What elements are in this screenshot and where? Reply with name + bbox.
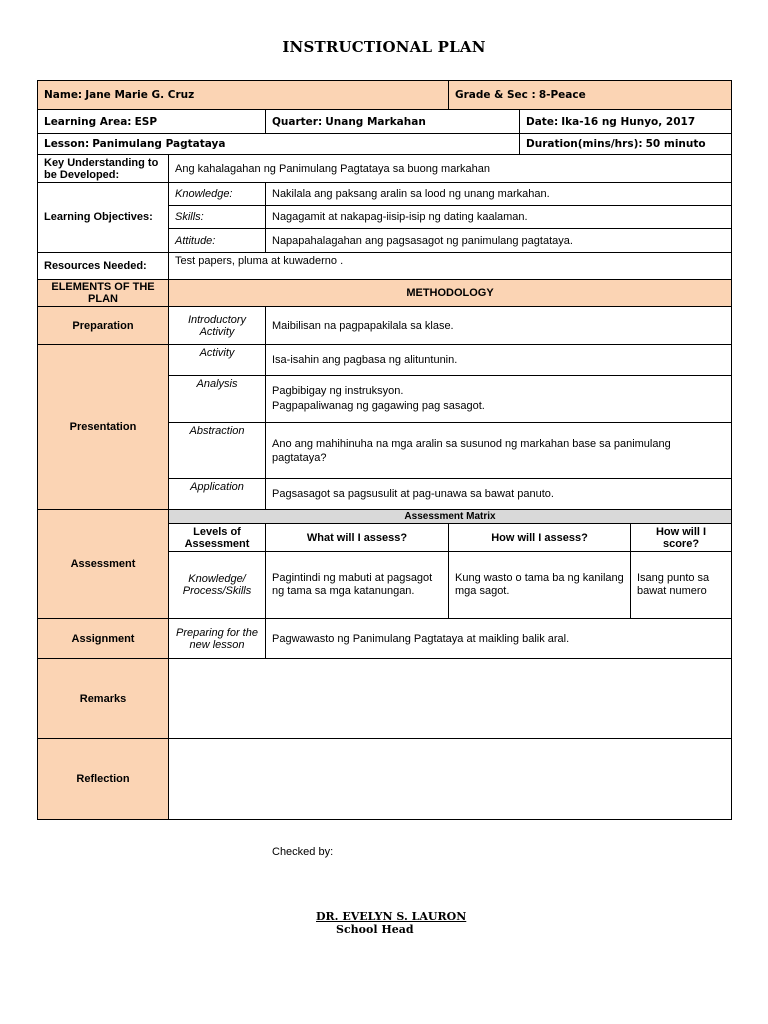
learning-area-value: ESP bbox=[134, 115, 158, 128]
quarter-value: Unang Markahan bbox=[325, 115, 426, 128]
assignment-sub: Preparing for the new lesson bbox=[169, 619, 266, 659]
learning-area-label: Learning Area: bbox=[44, 115, 132, 128]
name-cell bbox=[38, 81, 449, 110]
remarks-label: Remarks bbox=[38, 659, 169, 739]
document-title: INSTRUCTIONAL PLAN bbox=[282, 38, 486, 56]
date-label: Date: bbox=[526, 115, 559, 128]
presentation-sub-activity: Activity bbox=[169, 345, 266, 376]
remarks-row bbox=[38, 659, 732, 739]
col-what-will-i-assess: What will I assess? bbox=[266, 524, 449, 552]
key-understanding-value: Ang kahalagahan ng Panimulang Pagtataya sa buong markahan bbox=[169, 155, 732, 183]
learning-area-cell bbox=[38, 110, 266, 134]
quarter-label: Quarter: bbox=[272, 115, 323, 128]
presentation-sub-application: Application bbox=[169, 479, 266, 510]
elements-of-plan-header: ELEMENTS OF THE PLAN bbox=[38, 280, 169, 307]
col-how-will-i-score: How will I score? bbox=[631, 524, 732, 552]
preparation-row bbox=[38, 307, 732, 345]
objective-domain-skills: Skills: bbox=[169, 206, 266, 229]
assignment-label: Assignment bbox=[38, 619, 169, 659]
assignment-row bbox=[38, 619, 732, 659]
key-understanding-label: Key Understanding to be Developed: bbox=[38, 155, 169, 183]
presentation-text-application: Pagsasagot sa pagsusulit at pag-unawa sa bawat panuto. bbox=[266, 479, 732, 510]
objective-domain-attitude: Attitude: bbox=[169, 229, 266, 253]
date-value: Ika-16 ng Hunyo, 2017 bbox=[561, 115, 696, 128]
checked-by-label: Checked by: bbox=[272, 846, 334, 858]
resources-value: Test papers, pluma at kuwaderno . bbox=[169, 253, 732, 280]
objective-row-knowledge bbox=[38, 183, 732, 206]
col-how-will-i-assess: How will I assess? bbox=[449, 524, 631, 552]
reflection-row bbox=[38, 739, 732, 820]
methodology-header: METHODOLOGY bbox=[169, 280, 732, 307]
assessment-matrix-title-row bbox=[38, 510, 732, 524]
school-head-name: DR. EVELYN S. LAURON bbox=[316, 910, 467, 923]
analysis-line-2: Pagpapaliwanag ng gagawing pag sasagot. bbox=[272, 400, 485, 412]
presentation-text-abstraction: Ano ang mahihinuha na mga aralin sa susunod ng markahan base sa panimulang pagtataya? bbox=[266, 423, 732, 479]
learning-objectives-label: Learning Objectives: bbox=[38, 183, 169, 253]
assessment-level: Knowledge/ Process/Skills bbox=[169, 552, 266, 619]
date-cell bbox=[520, 110, 732, 134]
grade-value: 8-Peace bbox=[538, 89, 586, 101]
reflection-label: Reflection bbox=[38, 739, 169, 820]
objective-text-attitude: Napapahalagahan ang pagsasagot ng panimulang pagtataya. bbox=[266, 229, 732, 253]
resources-row bbox=[38, 253, 732, 280]
plan-header-row bbox=[38, 280, 732, 307]
col-levels-of-assessment: Levels of Assessment bbox=[169, 524, 266, 552]
presentation-row-activity bbox=[38, 345, 732, 376]
name-value: Jane Marie G. Cruz bbox=[85, 89, 195, 101]
assessment-score: Isang punto sa bawat numero bbox=[631, 552, 732, 619]
reflection-content[interactable] bbox=[169, 739, 732, 820]
school-head-role: School Head bbox=[336, 923, 414, 936]
presentation-sub-analysis: Analysis bbox=[169, 376, 266, 423]
lesson-label: Lesson: bbox=[44, 138, 90, 150]
objective-domain-knowledge: Knowledge: bbox=[169, 183, 266, 206]
presentation-text-analysis bbox=[266, 376, 732, 423]
lesson-row bbox=[38, 134, 732, 155]
assessment-matrix-title: Assessment Matrix bbox=[169, 510, 732, 524]
duration-label: Duration(mins/hrs): bbox=[526, 138, 643, 150]
learning-area-row bbox=[38, 110, 732, 134]
instructional-plan-table bbox=[37, 80, 732, 820]
assessment-label: Assessment bbox=[38, 510, 169, 619]
analysis-line-1: Pagbibigay ng instruksyon. bbox=[272, 385, 404, 397]
name-label: Name: bbox=[44, 89, 83, 101]
resources-label: Resources Needed: bbox=[38, 253, 169, 280]
lesson-cell bbox=[38, 134, 520, 155]
grade-label: Grade & Sec : bbox=[455, 89, 536, 101]
presentation-sub-abstraction: Abstraction bbox=[169, 423, 266, 479]
quarter-cell bbox=[266, 110, 520, 134]
grade-cell bbox=[449, 81, 732, 110]
duration-value: 50 minuto bbox=[645, 138, 706, 150]
presentation-text-activity: Isa-isahin ang pagbasa ng alituntunin. bbox=[266, 345, 732, 376]
assessment-how: Kung wasto o tama ba ng kanilang mga sagot. bbox=[449, 552, 631, 619]
objective-text-knowledge: Nakilala ang paksang aralin sa lood ng unang markahan. bbox=[266, 183, 732, 206]
preparation-text: Maibilisan na pagpapakilala sa klase. bbox=[266, 307, 732, 345]
assignment-text: Pagwawasto ng Panimulang Pagtataya at maikling balik aral. bbox=[266, 619, 732, 659]
objective-text-skills: Nagagamit at nakapag-iisip-isip ng dating kaalaman. bbox=[266, 206, 732, 229]
preparation-sub: Introductory Activity bbox=[169, 307, 266, 345]
lesson-value: Panimulang Pagtataya bbox=[92, 138, 226, 150]
remarks-content[interactable] bbox=[169, 659, 732, 739]
key-understanding-row bbox=[38, 155, 732, 183]
presentation-label: Presentation bbox=[38, 345, 169, 510]
preparation-label: Preparation bbox=[38, 307, 169, 345]
name-row bbox=[38, 81, 732, 110]
duration-cell bbox=[520, 134, 732, 155]
assessment-what: Pagintindi ng mabuti at pagsagot ng tama sa mga katanungan. bbox=[266, 552, 449, 619]
